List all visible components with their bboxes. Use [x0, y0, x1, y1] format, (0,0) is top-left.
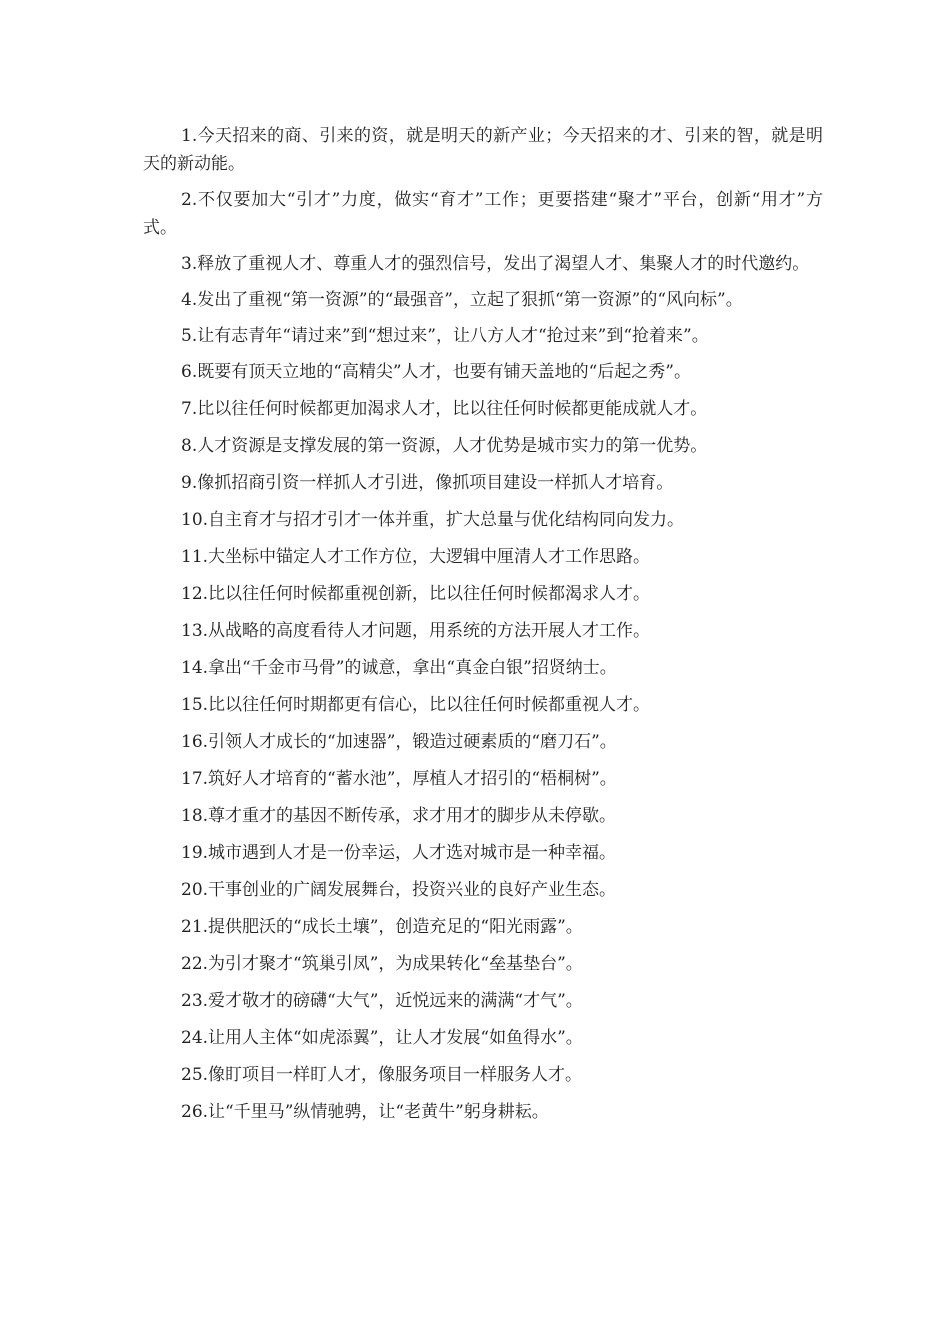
list-item: 8.人才资源是支撑发展的第一资源，人才优势是城市实力的第一优势。 [181, 436, 708, 456]
list-item: 14.拿出“千金市马骨”的诚意，拿出“真金白银”招贤纳士。 [181, 658, 617, 678]
list-item: 10.自主育才与招才引才一体并重，扩大总量与优化结构同向发力。 [181, 510, 685, 530]
list-item: 9.像抓招商引资一样抓人才引进，像抓项目建设一样抓人才培育。 [181, 473, 674, 493]
list-item: 24.让用人主体“如虎添翼”，让人才发展“如鱼得水”。 [181, 1028, 583, 1048]
list-item: 2.不仅要加大“引才”力度，做实“育才”工作；更要搭建“聚才”平台，创新“用才”方式。 [143, 190, 823, 238]
list-item: 3.释放了重视人才、尊重人才的强烈信号，发出了渴望人才、集聚人才的时代邀约。 [181, 254, 810, 274]
list-item: 6.既要有顶天立地的“高精尖”人才，也要有铺天盖地的“后起之秀”。 [181, 362, 691, 382]
list-item: 11.大坐标中锚定人才工作方位，大逻辑中厘清人才工作思路。 [181, 547, 651, 567]
list-item: 12.比以往任何时候都重视创新，比以往任何时候都渴求人才。 [181, 584, 651, 604]
list-item: 19.城市遇到人才是一份幸运，人才选对城市是一种幸福。 [181, 843, 617, 863]
list-item: 5.让有志青年“请过来”到“想过来”，让八方人才“抢过来”到“抢着来”。 [181, 326, 709, 346]
list-item: 22.为引才聚才“筑巢引凤”，为成果转化“垒基垫台”。 [181, 954, 583, 974]
list-item: 17.筑好人才培育的“蓄水池”，厚植人才招引的“梧桐树”。 [181, 769, 617, 789]
list-item: 15.比以往任何时期都更有信心，比以往任何时候都重视人才。 [181, 695, 651, 715]
list-item: 21.提供肥沃的“成长土壤”，创造充足的“阳光雨露”。 [181, 917, 583, 937]
list-item: 16.引领人才成长的“加速器”，锻造过硬素质的“磨刀石”。 [181, 732, 617, 752]
list-item: 13.从战略的高度看待人才问题，用系统的方法开展人才工作。 [181, 621, 651, 641]
list-item: 20.干事创业的广阔发展舞台，投资兴业的良好产业生态。 [181, 880, 617, 900]
list-item: 26.让“千里马”纵情驰骋，让“老黄牛”躬身耕耘。 [181, 1102, 549, 1122]
list-item: 25.像盯项目一样盯人才，像服务项目一样服务人才。 [181, 1065, 583, 1085]
list-item: 7.比以往任何时候都更加渴求人才，比以往任何时候都更能成就人才。 [181, 399, 708, 419]
list-item: 18.尊才重才的基因不断传承，求才用才的脚步从未停歇。 [181, 806, 617, 826]
list-item: 4.发出了重视“第一资源”的“最强音”，立起了狠抓“第一资源”的“风向标”。 [181, 290, 743, 310]
document-body [143, 122, 823, 1135]
list-item: 23.爱才敬才的磅礴“大气”，近悦远来的满满“才气”。 [181, 991, 583, 1011]
list-item: 1.今天招来的商、引来的资，就是明天的新产业；今天招来的才、引来的智，就是明天的新动能。 [143, 126, 823, 174]
